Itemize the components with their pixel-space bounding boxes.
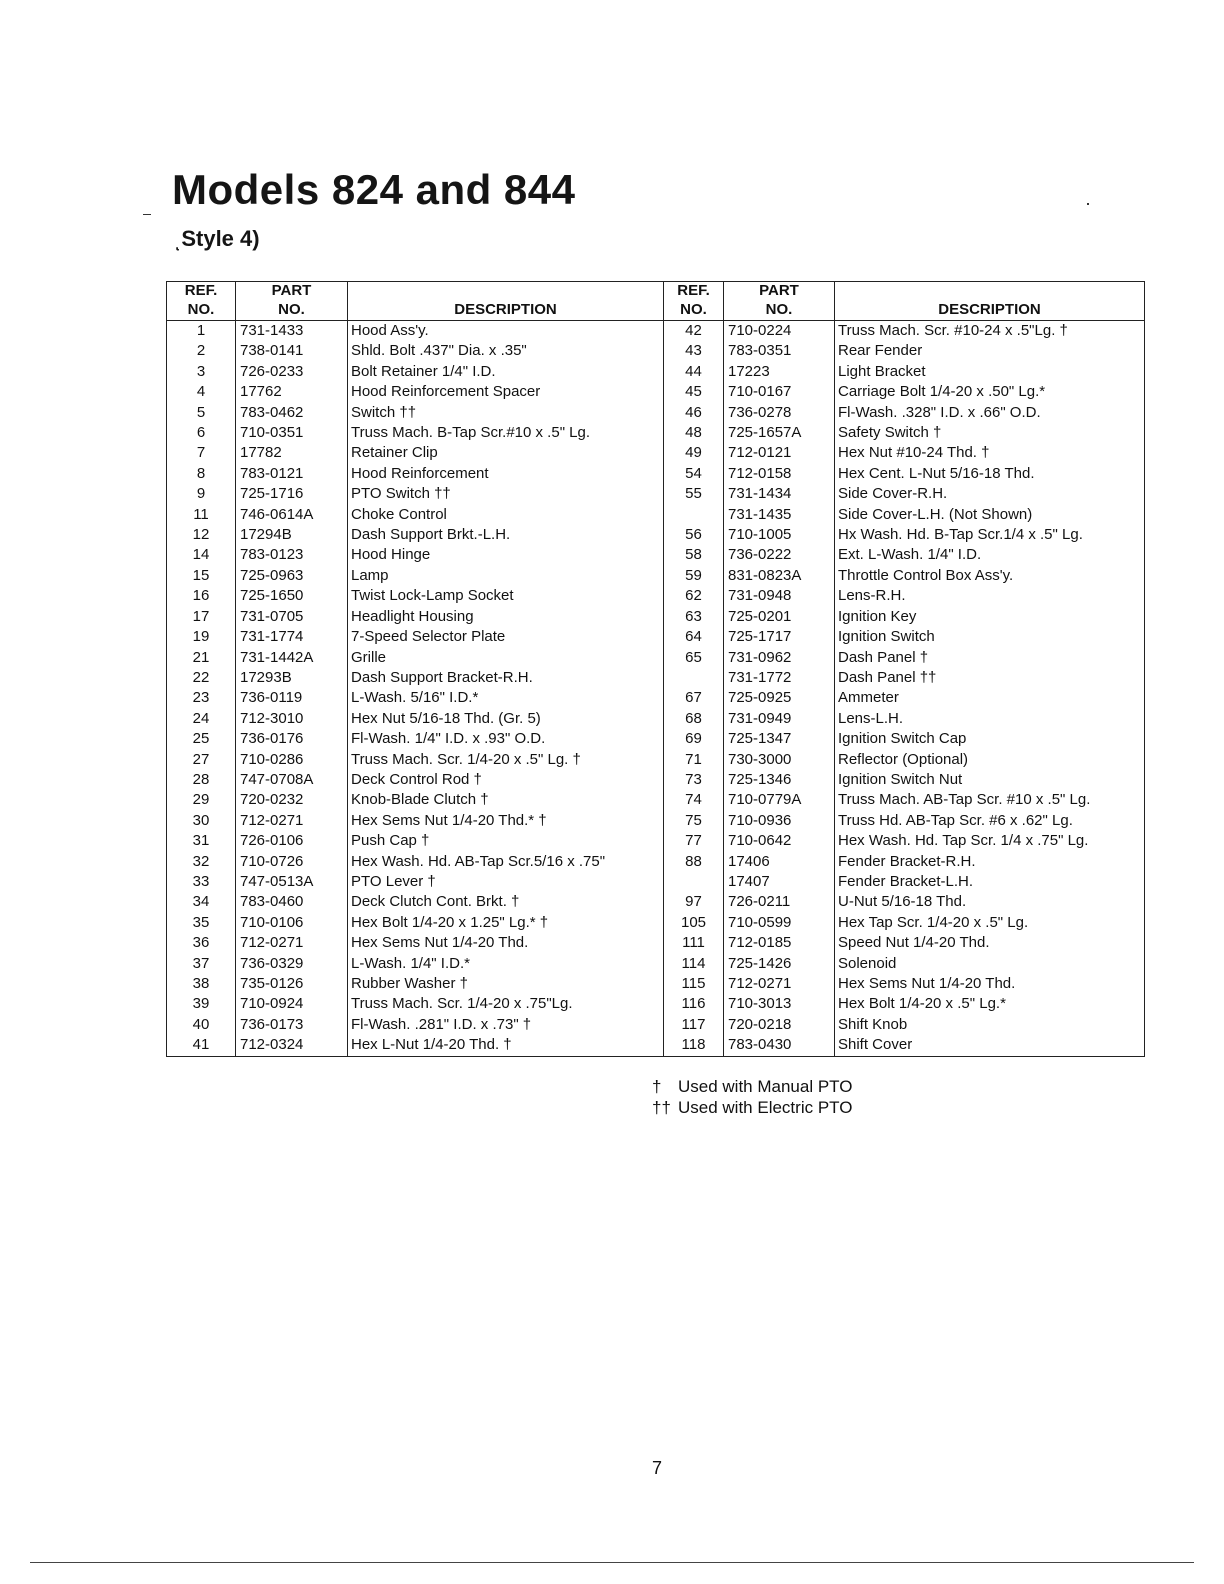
part-description: Knob-Blade Clutch † [348, 790, 664, 810]
part-number: 725-1346 [724, 770, 835, 790]
footnotes [652, 1076, 852, 1118]
ref-number: 64 [664, 627, 724, 647]
double-dagger-symbol: †† [652, 1098, 671, 1117]
part-number: 726-0211 [724, 892, 835, 912]
ref-number: 65 [664, 648, 724, 668]
footnote-manual [652, 1076, 852, 1097]
part-number: 725-1716 [236, 484, 348, 504]
part-description: Fender Bracket-R.H. [835, 852, 1145, 872]
footnote-electric [652, 1097, 852, 1118]
part-description: Reflector (Optional) [835, 750, 1145, 770]
ref-number: 27 [167, 750, 236, 770]
part-number: 17782 [236, 443, 348, 463]
part-description: Hex Tap Scr. 1/4-20 x .5" Lg. [835, 913, 1145, 933]
ref-number: 2 [167, 341, 236, 361]
table-row [167, 525, 1145, 545]
part-description: PTO Switch †† [348, 484, 664, 504]
part-number: 731-1434 [724, 484, 835, 504]
ref-number: 63 [664, 607, 724, 627]
part-number: 710-0286 [236, 750, 348, 770]
table-row [167, 382, 1145, 402]
part-description: Headlight Housing [348, 607, 664, 627]
table-row [167, 994, 1145, 1014]
footnote-text: Used with Electric PTO [678, 1098, 853, 1117]
part-description: Lamp [348, 566, 664, 586]
ref-number: 11 [167, 505, 236, 525]
part-description: Hex Nut 5/16-18 Thd. (Gr. 5) [348, 709, 664, 729]
part-description: Side Cover-R.H. [835, 484, 1145, 504]
part-description: Dash Support Bracket-R.H. [348, 668, 664, 688]
ref-number: 8 [167, 464, 236, 484]
part-description: Hex Wash. Hd. AB-Tap Scr.5/16 x .75" [348, 852, 664, 872]
part-number: 725-1657A [724, 423, 835, 443]
part-number: 17223 [724, 362, 835, 382]
part-description: Truss Mach. B-Tap Scr.#10 x .5" Lg. [348, 423, 664, 443]
ref-number: 21 [167, 648, 236, 668]
table-row [167, 403, 1145, 423]
ref-number: 23 [167, 688, 236, 708]
part-description: Hood Hinge [348, 545, 664, 565]
ref-number: 88 [664, 852, 724, 872]
part-description: Hex Sems Nut 1/4-20 Thd. [348, 933, 664, 953]
ref-number: 54 [664, 464, 724, 484]
ref-number: 15 [167, 566, 236, 586]
ref-number: 39 [167, 994, 236, 1014]
table-row [167, 586, 1145, 606]
part-number: 731-0705 [236, 607, 348, 627]
header-blank-left [348, 282, 664, 301]
bottom-rule [30, 1562, 1194, 1563]
part-number: 17294B [236, 525, 348, 545]
part-number: 710-0224 [724, 321, 835, 342]
part-number: 747-0513A [236, 872, 348, 892]
part-number: 731-1435 [724, 505, 835, 525]
ref-number: 71 [664, 750, 724, 770]
ref-number: 49 [664, 443, 724, 463]
ref-number: 45 [664, 382, 724, 402]
ref-number: 12 [167, 525, 236, 545]
header-part-bottom-left: NO. [236, 300, 348, 321]
ref-number: 67 [664, 688, 724, 708]
part-description: Lens-R.H. [835, 586, 1145, 606]
table-row [167, 627, 1145, 647]
ref-number: 35 [167, 913, 236, 933]
part-number: 736-0173 [236, 1015, 348, 1035]
part-description: Ignition Switch Nut [835, 770, 1145, 790]
ref-number: 3 [167, 362, 236, 382]
table-row [167, 341, 1145, 361]
part-description: Hex Nut #10-24 Thd. † [835, 443, 1145, 463]
part-description: 7-Speed Selector Plate [348, 627, 664, 647]
part-number: 725-1650 [236, 586, 348, 606]
part-number: 712-0271 [724, 974, 835, 994]
table-row [167, 484, 1145, 504]
part-number: 738-0141 [236, 341, 348, 361]
header-description-left: DESCRIPTION [348, 300, 664, 321]
table-row [167, 974, 1145, 994]
part-number: 710-1005 [724, 525, 835, 545]
part-description: Fl-Wash. .328" I.D. x .66" O.D. [835, 403, 1145, 423]
part-description: Ext. L-Wash. 1/4" I.D. [835, 545, 1145, 565]
ref-number: 22 [167, 668, 236, 688]
table-row [167, 464, 1145, 484]
part-description: Truss Mach. Scr. #10-24 x .5"Lg. † [835, 321, 1145, 342]
ref-number: 115 [664, 974, 724, 994]
table-row [167, 688, 1145, 708]
ref-number: 105 [664, 913, 724, 933]
part-number: 725-1426 [724, 954, 835, 974]
part-number: 712-0121 [724, 443, 835, 463]
header-part-top-right: PART [724, 282, 835, 301]
part-number: 17762 [236, 382, 348, 402]
part-number: 710-0106 [236, 913, 348, 933]
ref-number: 28 [167, 770, 236, 790]
part-description: Hex Bolt 1/4-20 x .5" Lg.* [835, 994, 1145, 1014]
ref-number: 42 [664, 321, 724, 342]
ref-number: 7 [167, 443, 236, 463]
ref-number: 30 [167, 811, 236, 831]
part-description: Shift Cover [835, 1035, 1145, 1056]
part-number: 710-0726 [236, 852, 348, 872]
part-description: Lens-L.H. [835, 709, 1145, 729]
part-description: Truss Mach. Scr. 1/4-20 x .5" Lg. † [348, 750, 664, 770]
part-number: 726-0233 [236, 362, 348, 382]
part-description: Hood Reinforcement [348, 464, 664, 484]
part-number: 712-0271 [236, 933, 348, 953]
table-row [167, 831, 1145, 851]
part-number: 783-0460 [236, 892, 348, 912]
part-description: Carriage Bolt 1/4-20 x .50" Lg.* [835, 382, 1145, 402]
ref-number: 14 [167, 545, 236, 565]
ref-number [664, 505, 724, 525]
ref-number: 111 [664, 933, 724, 953]
part-description: Ignition Switch Cap [835, 729, 1145, 749]
table-row [167, 545, 1145, 565]
part-number: 710-0936 [724, 811, 835, 831]
part-description: Hex Cent. L-Nut 5/16-18 Thd. [835, 464, 1145, 484]
part-number: 710-0351 [236, 423, 348, 443]
ref-number: 62 [664, 586, 724, 606]
part-description: PTO Lever † [348, 872, 664, 892]
part-description: Hex Sems Nut 1/4-20 Thd.* † [348, 811, 664, 831]
part-description: Ignition Key [835, 607, 1145, 627]
part-description: Fl-Wash. .281" I.D. x .73" † [348, 1015, 664, 1035]
ref-number: 33 [167, 872, 236, 892]
part-number: 736-0119 [236, 688, 348, 708]
part-description: Shift Knob [835, 1015, 1145, 1035]
ref-number: 43 [664, 341, 724, 361]
subtitle-text: Style 4) [181, 226, 260, 251]
part-number: 731-1433 [236, 321, 348, 342]
part-description: Ammeter [835, 688, 1145, 708]
part-description: Switch †† [348, 403, 664, 423]
scan-speck [1087, 203, 1089, 205]
part-description: Solenoid [835, 954, 1145, 974]
ref-number: 69 [664, 729, 724, 749]
part-number: 17406 [724, 852, 835, 872]
part-number: 783-0121 [236, 464, 348, 484]
part-number: 735-0126 [236, 974, 348, 994]
ref-number: 31 [167, 831, 236, 851]
footnote-text: Used with Manual PTO [678, 1077, 853, 1096]
table-row [167, 811, 1145, 831]
table-row [167, 566, 1145, 586]
table-row [167, 1015, 1145, 1035]
margin-tick [143, 214, 151, 215]
table-row [167, 668, 1145, 688]
part-number: 17407 [724, 872, 835, 892]
ref-number: 74 [664, 790, 724, 810]
part-description: Bolt Retainer 1/4" I.D. [348, 362, 664, 382]
ref-number: 24 [167, 709, 236, 729]
ref-number: 77 [664, 831, 724, 851]
part-number: 712-0185 [724, 933, 835, 953]
part-number: 725-0201 [724, 607, 835, 627]
ref-number: 97 [664, 892, 724, 912]
table-row [167, 423, 1145, 443]
part-description: Light Bracket [835, 362, 1145, 382]
table-row [167, 852, 1145, 872]
table-row [167, 443, 1145, 463]
header-ref-bottom-right: NO. [664, 300, 724, 321]
table-row [167, 1035, 1145, 1056]
header-description-right: DESCRIPTION [835, 300, 1145, 321]
part-description: Truss Mach. Scr. 1/4-20 x .75"Lg. [348, 994, 664, 1014]
table-row [167, 790, 1145, 810]
part-number: 720-0232 [236, 790, 348, 810]
parts-table [166, 281, 1145, 1057]
part-number: 831-0823A [724, 566, 835, 586]
part-number: 725-0963 [236, 566, 348, 586]
header-blank-right [835, 282, 1145, 301]
ref-number: 46 [664, 403, 724, 423]
part-number: 783-0430 [724, 1035, 835, 1056]
dagger-symbol: † [652, 1077, 662, 1096]
part-description: Hex L-Nut 1/4-20 Thd. † [348, 1035, 664, 1056]
part-description: Rear Fender [835, 341, 1145, 361]
part-number: 17293B [236, 668, 348, 688]
part-number: 710-0599 [724, 913, 835, 933]
ref-number [664, 668, 724, 688]
part-number: 710-3013 [724, 994, 835, 1014]
ref-number: 117 [664, 1015, 724, 1035]
part-description: Push Cap † [348, 831, 664, 851]
part-number: 725-1347 [724, 729, 835, 749]
part-number: 731-1442A [236, 648, 348, 668]
ref-number: 59 [664, 566, 724, 586]
part-description: Dash Panel † [835, 648, 1145, 668]
part-description: Grille [348, 648, 664, 668]
part-description: Safety Switch † [835, 423, 1145, 443]
part-description: L-Wash. 1/4" I.D.* [348, 954, 664, 974]
part-number: 712-0158 [724, 464, 835, 484]
part-number: 783-0123 [236, 545, 348, 565]
ref-number: 73 [664, 770, 724, 790]
part-number: 736-0278 [724, 403, 835, 423]
part-number: 731-1774 [236, 627, 348, 647]
part-number: 731-0962 [724, 648, 835, 668]
ref-number: 9 [167, 484, 236, 504]
ref-number: 6 [167, 423, 236, 443]
part-number: 710-0779A [724, 790, 835, 810]
ref-number: 116 [664, 994, 724, 1014]
ref-number: 38 [167, 974, 236, 994]
part-description: Truss Mach. AB-Tap Scr. #10 x .5" Lg. [835, 790, 1145, 810]
table-row [167, 750, 1145, 770]
header-part-bottom-right: NO. [724, 300, 835, 321]
part-description: Hood Ass'y. [348, 321, 664, 342]
part-description: Shld. Bolt .437" Dia. x .35" [348, 341, 664, 361]
ref-number: 44 [664, 362, 724, 382]
part-number: 712-3010 [236, 709, 348, 729]
header-part-top-left: PART [236, 282, 348, 301]
table-row [167, 362, 1145, 382]
part-number: 712-0271 [236, 811, 348, 831]
part-description: Ignition Switch [835, 627, 1145, 647]
part-description: Choke Control [348, 505, 664, 525]
part-description: Speed Nut 1/4-20 Thd. [835, 933, 1145, 953]
parts-table-body [167, 321, 1145, 1057]
table-row [167, 648, 1145, 668]
part-number: 747-0708A [236, 770, 348, 790]
part-description: L-Wash. 5/16" I.D.* [348, 688, 664, 708]
table-row [167, 321, 1145, 342]
part-description: Rubber Washer † [348, 974, 664, 994]
ref-number: 37 [167, 954, 236, 974]
part-description: Fl-Wash. 1/4" I.D. x .93" O.D. [348, 729, 664, 749]
part-description: Hex Wash. Hd. Tap Scr. 1/4 x .75" Lg. [835, 831, 1145, 851]
ref-number: 56 [664, 525, 724, 545]
ref-number: 58 [664, 545, 724, 565]
part-description: Dash Support Brkt.-L.H. [348, 525, 664, 545]
part-number: 731-0949 [724, 709, 835, 729]
ref-number: 68 [664, 709, 724, 729]
part-description: Fender Bracket-L.H. [835, 872, 1145, 892]
part-description: Deck Control Rod † [348, 770, 664, 790]
part-description: Hx Wash. Hd. B-Tap Scr.1/4 x .5" Lg. [835, 525, 1145, 545]
ref-number: 118 [664, 1035, 724, 1056]
ref-number: 34 [167, 892, 236, 912]
part-number: 712-0324 [236, 1035, 348, 1056]
table-row [167, 872, 1145, 892]
part-number: 736-0329 [236, 954, 348, 974]
ref-number: 16 [167, 586, 236, 606]
table-row [167, 607, 1145, 627]
ref-number [664, 872, 724, 892]
part-description: Hex Sems Nut 1/4-20 Thd. [835, 974, 1145, 994]
ref-number: 29 [167, 790, 236, 810]
page-subtitle [174, 226, 260, 252]
ref-number: 4 [167, 382, 236, 402]
ref-number: 41 [167, 1035, 236, 1056]
table-row [167, 709, 1145, 729]
ref-number: 55 [664, 484, 724, 504]
part-number: 736-0176 [236, 729, 348, 749]
ref-number: 17 [167, 607, 236, 627]
part-description: Hood Reinforcement Spacer [348, 382, 664, 402]
part-description: Truss Hd. AB-Tap Scr. #6 x .62" Lg. [835, 811, 1145, 831]
table-row [167, 913, 1145, 933]
part-number: 710-0924 [236, 994, 348, 1014]
part-number: 710-0167 [724, 382, 835, 402]
header-ref-top-left: REF. [167, 282, 236, 301]
ref-number: 75 [664, 811, 724, 831]
part-number: 746-0614A [236, 505, 348, 525]
table-row [167, 954, 1145, 974]
part-description: Twist Lock-Lamp Socket [348, 586, 664, 606]
ref-number: 48 [664, 423, 724, 443]
table-row [167, 729, 1145, 749]
page-title: Models 824 and 844 [172, 166, 576, 213]
table-row [167, 892, 1145, 912]
part-description: Retainer Clip [348, 443, 664, 463]
ref-number: 32 [167, 852, 236, 872]
part-number: 726-0106 [236, 831, 348, 851]
header-ref-top-right: REF. [664, 282, 724, 301]
part-description: Deck Clutch Cont. Brkt. † [348, 892, 664, 912]
ref-number: 25 [167, 729, 236, 749]
part-number: 731-1772 [724, 668, 835, 688]
part-description: Dash Panel †† [835, 668, 1145, 688]
part-description: Side Cover-L.H. (Not Shown) [835, 505, 1145, 525]
part-number: 725-1717 [724, 627, 835, 647]
part-description: U-Nut 5/16-18 Thd. [835, 892, 1145, 912]
part-number: 783-0351 [724, 341, 835, 361]
ref-number: 1 [167, 321, 236, 342]
ref-number: 40 [167, 1015, 236, 1035]
table-row [167, 933, 1145, 953]
subtitle-mark: ͺ [174, 226, 182, 251]
part-number: 730-3000 [724, 750, 835, 770]
part-number: 725-0925 [724, 688, 835, 708]
table-row [167, 770, 1145, 790]
ref-number: 114 [664, 954, 724, 974]
part-number: 736-0222 [724, 545, 835, 565]
ref-number: 19 [167, 627, 236, 647]
header-ref-bottom-left: NO. [167, 300, 236, 321]
ref-number: 36 [167, 933, 236, 953]
part-description: Hex Bolt 1/4-20 x 1.25" Lg.* † [348, 913, 664, 933]
part-number: 720-0218 [724, 1015, 835, 1035]
part-number: 710-0642 [724, 831, 835, 851]
part-number: 731-0948 [724, 586, 835, 606]
ref-number: 5 [167, 403, 236, 423]
part-description: Throttle Control Box Ass'y. [835, 566, 1145, 586]
part-number: 783-0462 [236, 403, 348, 423]
page-number: 7 [652, 1458, 663, 1478]
table-row [167, 505, 1145, 525]
